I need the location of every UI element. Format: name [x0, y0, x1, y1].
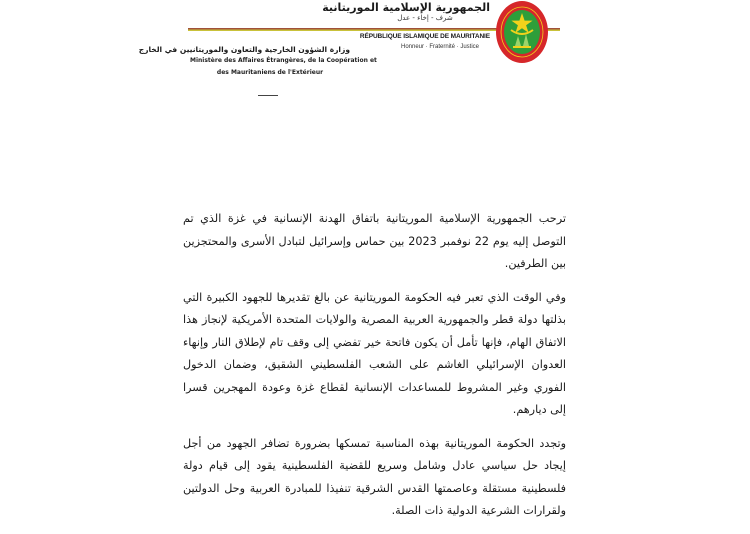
- statement-paragraph-1: ترحب الجمهورية الإسلامية الموريتانية باتفاق الهدنة الإنسانية في غزة الذي تم التوصل إليه يوم 22 نوفمبر 2023 بين حماس وإسرائيل لتبادل الأسرى والمحتجزين بين الطرفين.: [183, 212, 566, 270]
- national-seal-icon: [495, 0, 549, 64]
- ministry-name-arabic: وزارة الشؤون الخارجية والتعاون والموريتانيين في الخارج: [138, 45, 350, 54]
- country-name-french: RÉPUBLIQUE ISLAMIQUE DE MAURITANIE: [359, 33, 490, 40]
- statement-paragraph-2: وفي الوقت الذي تعبر فيه الحكومة الموريتانية عن بالغ تقديرها للجهود الكبيرة التي بذلتها دولة قطر والجمهورية العربية المصرية والولايات المتحدة الأمريكية لإنجاز هذا الاتفاق الهام، فإنها تأمل أن يكون فاتحة خير تفضي إلى وقف تام لإطلاق النار وإنهاء العدوان الإسرائيلي الغاشم على الشعب الفلسطيني الشقيق، وضمان الدخول الفوري وغير المشروط للمساعدات الإنسانية لقطاع غزة وعودة المهجرين قسرا إلى ديارهم.: [183, 290, 566, 416]
- motto-arabic: شرف - إخاء - عدل: [397, 14, 453, 22]
- ministry-name-french-line2: des Mauritaniens de l'Extérieur: [216, 69, 324, 76]
- ministry-block: [138, 44, 377, 79]
- country-name-arabic: الجمهورية الإسلامية الموريتانية: [322, 1, 490, 14]
- statement-paragraph-3: وتجدد الحكومة الموريتانية بهذه المناسبة تمسكها بضرورة تضافر الجهود من أجل إيجاد حل سياسي عادل وشامل وسريع للقضية الفلسطينية يقود إلى قيام دولة فلسطينية مستقلة وعاصمتها القدس الشرقية تنفيذا للمبادرة العربية وحل الدولتين ولقرارات الشرعية الدولية ذات الصلة.: [183, 436, 566, 517]
- motto-french: Honneur · Fraternité · Justice: [400, 44, 480, 50]
- ministry-name-french-line1: Ministère des Affaires Étrangères, de la Coopération et: [190, 57, 377, 64]
- statement-body: [183, 208, 566, 534]
- letterhead: [0, 0, 750, 110]
- separator-dash: [258, 95, 278, 96]
